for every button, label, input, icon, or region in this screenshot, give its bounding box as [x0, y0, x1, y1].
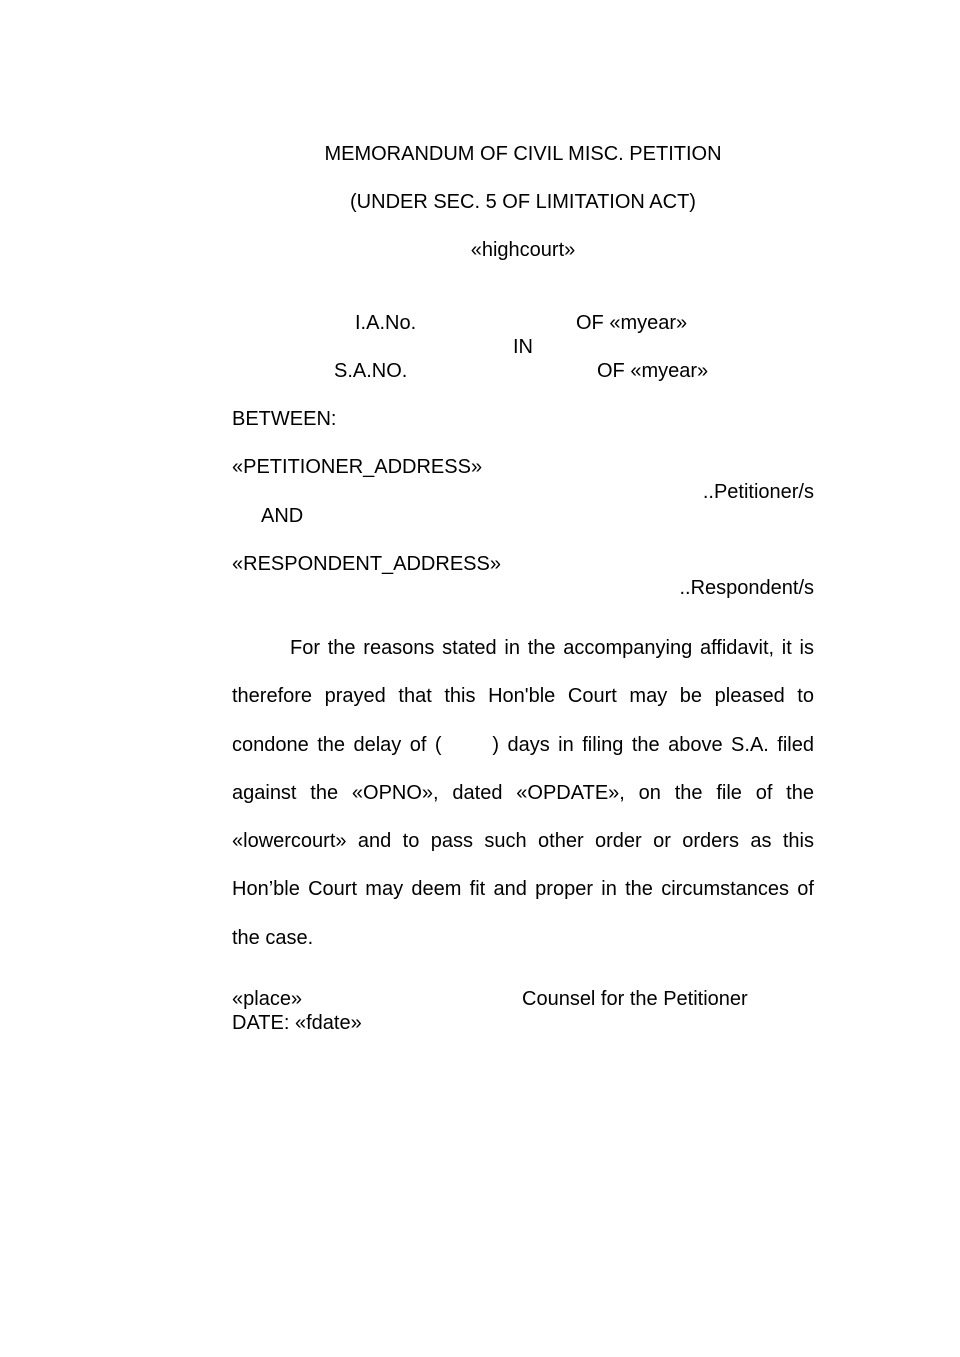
ia-year: OF «myear» [576, 312, 688, 334]
place: «place» [232, 988, 303, 1010]
sa-year: OF «myear» [597, 360, 709, 382]
sa-number-label: S.A.NO. [334, 360, 408, 382]
in-label: IN [513, 336, 533, 358]
prayer-paragraph [232, 624, 814, 962]
respondent-address: «RESPONDENT_ADDRESS» [232, 553, 501, 575]
document-title: MEMORANDUM OF CIVIL MISC. PETITION [324, 143, 722, 165]
prayer-text: For the reasons stated in the accompanying affidavit, it is therefore prayed that this Hon'ble Court may be pleased to condone the delay of ( ) days in filing the above S.A. filed against the «OPNO», dated «OPDATE», on the file of the «lowercourt» and to pass such other order or orders as this Hon’ble Court may deem fit and proper in the circumstances of the case. [232, 637, 814, 949]
ia-number-label: I.A.No. [355, 312, 417, 334]
document-subtitle: (UNDER SEC. 5 OF LIMITATION ACT) [350, 191, 696, 213]
respondent-role: ..Respondent/s [679, 577, 814, 599]
date-line: DATE: «fdate» [232, 1012, 362, 1034]
counsel-signature: Counsel for the Petitioner [522, 988, 748, 1010]
petitioner-address: «PETITIONER_ADDRESS» [232, 456, 483, 478]
between-label: BETWEEN: [232, 408, 337, 430]
court-name: «highcourt» [470, 239, 576, 261]
and-label: AND [261, 505, 304, 527]
petitioner-role: ..Petitioner/s [702, 481, 814, 503]
